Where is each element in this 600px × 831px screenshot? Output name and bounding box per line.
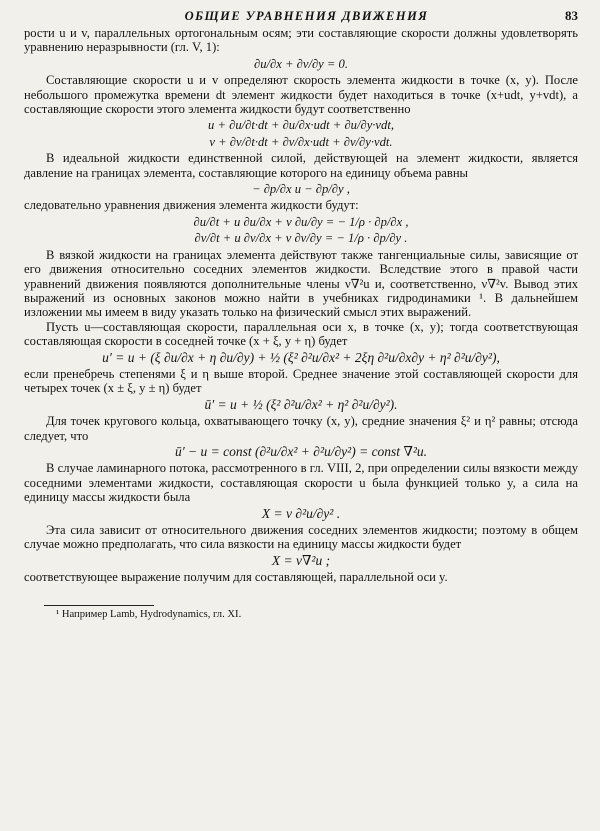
running-head: ОБЩИЕ УРАВНЕНИЯ ДВИЖЕНИЯ: [184, 9, 429, 23]
equation: u′ = u + (ξ ∂u/∂x + η ∂u/∂y) + ½ (ξ² ∂²u/∂x² + 2ξη ∂²u/∂x∂y + η² ∂²u/∂y²),: [102, 349, 500, 365]
paragraph: Составляющие скорости u и v определяют скорость элемента жидкости в точке (x, y). После небольшого промежутка времени dt элемент жидкости будет находиться в точке (x+udt, y+vdt), а составляющие скорости этого элемента жидкости будут соответственно: [24, 73, 578, 117]
page-header: [24, 8, 578, 26]
equation: X = ν∇²u ;: [271, 552, 331, 568]
footnote: ¹ Например Lamb, Hydrodynamics, гл. XI.: [56, 608, 242, 620]
equation: X = ν ∂²u/∂y² .: [261, 505, 341, 521]
equation: ∂u/∂x + ∂v/∂y = 0.: [254, 56, 348, 71]
footnote-divider: [44, 605, 154, 606]
equation: ū′ = u + ½ (ξ² ∂²u/∂x² + η² ∂²u/∂y²).: [204, 396, 398, 412]
equation: ∂v/∂t + u ∂v/∂x + v ∂v/∂y = − 1/ρ · ∂p/∂y .: [194, 231, 408, 246]
equation: v + ∂v/∂t·dt + ∂v/∂x·udt + ∂v/∂y·vdt.: [209, 134, 393, 149]
paragraph: следовательно уравнения движения элемента жидкости будут:: [24, 198, 359, 213]
equation: ū′ − u = const (∂²u/∂x² + ∂²u/∂y²) = const ∇²u.: [174, 443, 428, 459]
page-body: [24, 26, 578, 585]
paragraph: рости u и v, параллельных ортогональным осям; эти составляющие скорости должны удовлетворять уравнению неразрывности (гл. V, 1):: [24, 26, 578, 55]
paragraph: Пусть u—составляющая скорости, параллельная оси x, в точке (x, y); тогда соответствующая составляющая скорости в соседней точке (x + ξ, y + η) будет: [24, 319, 578, 349]
paragraph: Эта сила зависит от относительного движения соседних элементов жидкости; поэтому в общем случае можно предполагать, что сила вязкости на единицу массы жидкости будет: [24, 523, 578, 552]
paragraph: соответствующее выражение получим для составляющей, параллельной оси y.: [24, 570, 448, 585]
paragraph: В вязкой жидкости на границах элемента действуют также тангенциальные силы, зависящие от его движения относительно соседних элементов жидкости. Вследствие этого в правой части уравнений движения появляются дополнительные члены ν∇²u и, соответственно, ν∇²v. Вывод этих выражений из основных законов можно найти в учебниках гидродинамики ¹. В дальнейшем изложении мы имеем в виду указать только на физический смысл этих выражений.: [24, 247, 578, 320]
paragraph: В случае ламинарного потока, рассмотренного в гл. VIII, 2, при определении силы вязкости между соседними элементами жидкости, составляющая скорости u была функцией только y, а сила на единицу массы жидкости была: [24, 461, 578, 505]
paragraph: если пренебречь степенями ξ и η выше второй. Среднее значение этой составляющей скорости для четырех точек (x ± ξ, y ± η) будет: [24, 366, 578, 396]
paragraph: В идеальной жидкости единственной силой, действующей на элемент жидкости, является давление на границах элемента, составляющие которого на единицу объема равны: [24, 151, 578, 180]
equation: u + ∂u/∂t·dt + ∂u/∂x·udt + ∂u/∂y·vdt,: [208, 118, 394, 133]
equation: − ∂p/∂x и − ∂p/∂y ,: [252, 182, 350, 197]
paragraph: Для точек кругового кольца, охватывающего точку (x, y), средние значения ξ² и η² равны; отсюда следует, что: [24, 414, 578, 443]
page-number: 83: [565, 8, 578, 23]
equation: ∂u/∂t + u ∂u/∂x + v ∂u/∂y = − 1/ρ · ∂p/∂x ,: [193, 214, 409, 229]
